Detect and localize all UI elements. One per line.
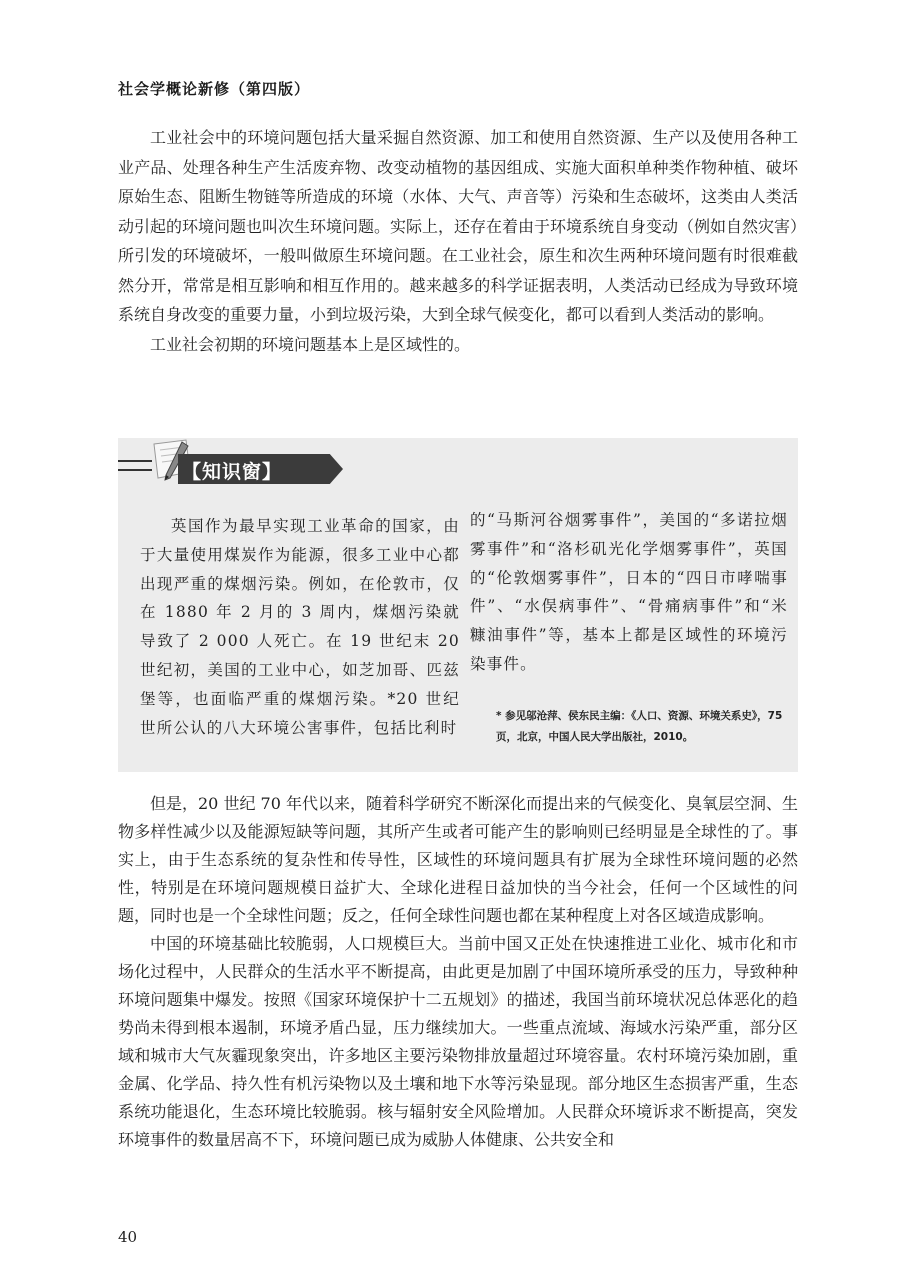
running-header: 社会学概论新修（第四版）	[118, 80, 311, 98]
knowledge-window-right-column	[470, 506, 788, 679]
knowledge-window-header	[118, 438, 798, 500]
knowledge-window	[118, 438, 798, 772]
paragraph: 工业社会初期的环境问题基本上是区域性的。	[150, 334, 471, 354]
knowledge-window-left-column	[140, 512, 460, 742]
page-number: 40	[118, 1228, 138, 1246]
paragraph: 但是，20 世纪 70 年代以来，随着科学研究不断深化而提出来的气候变化、臭氧层空洞、生物多样性减少以及能源短缺等问题，其所产生或者可能产生的影响则已经明显是全球性的了。事实上，由于生态系统的复杂性和传导性，区域性的环境问题具有扩展为全球性环境问题的必然性，特别是在环境问题规模日益扩大、全球化进程日益加快的当今社会，任何一个区域性的问题，同时也是一个全球性问题；反之，任何全球性问题也都在某种程度上对各区域造成影响。	[118, 794, 798, 925]
paragraph: 中国的环境基础比较脆弱，人口规模巨大。当前中国又正处在快速推进工业化、城市化和市场化过程中，人民群众的生活水平不断提高，由此更是加剧了中国环境所承受的压力，导致种种环境问题集中爆发。按照《国家环境保护十二五规划》的描述，我国当前环境状况总体恶化的趋势尚未得到根本遏制，环境矛盾凸显，压力继续加大。一些重点流域、海域水污染严重，部分区域和城市大气灰霾现象突出，许多地区主要污染物排放量超过环境容量。农村环境污染加剧，重金属、化学品、持久性有机污染物以及土壤和地下水等污染显现。部分地区生态损害严重，生态系统功能退化，生态环境比较脆弱。核与辐射安全风险增加。人民群众环境诉求不断提高，突发环境事件的数量居高不下，环境问题已成为威胁人体健康、公共安全和	[118, 934, 798, 1149]
knowledge-window-footnote: * 参见邬沧萍、侯东民主编：《人口、资源、环境关系史》，75 页，北京，中国人民大学出版社，2010。	[496, 710, 783, 743]
knowledge-window-title: 【知识窗】	[182, 461, 283, 483]
knowledge-window-right-text: 的“马斯河谷烟雾事件”，美国的“多诺拉烟雾事件”和“洛杉矶光化学烟雾事件”，英国的“伦敦烟雾事件”，日本的“四日市哮喘事件”、“水俣病事件”、“骨痛病事件”和“米糠油事件”等，基本上都是区域性的环境污染事件。	[470, 511, 788, 673]
body-text-top	[118, 123, 798, 359]
knowledge-window-left-text: 英国作为最早实现工业革命的国家，由于大量使用煤炭作为能源，很多工业中心都出现严重的煤烟污染。例如，在伦敦市，仅在 1880 年 2 月的 3 周内，煤烟污染就导致了 2 000 人死亡。在 19 世纪末 20 世纪初，美国的工业中心，如芝加哥、匹兹堡等，也面临严重的煤烟污染。*20 世纪世所公认的八大环境公害事件，包括比利时	[140, 517, 460, 737]
paragraph: 工业社会中的环境问题包括大量采掘自然资源、加工和使用自然资源、生产以及使用各种工业产品、处理各种生产生活废弃物、改变动植物的基因组成、实施大面积单种类作物种植、破坏原始生态、阻断生物链等所造成的环境（水体、大气、声音等）污染和生态破坏，这类由人类活动引起的环境问题也叫次生环境问题。实际上，还存在着由于环境系统自身变动（例如自然灾害）所引发的环境破坏，一般叫做原生环境问题。在工业社会，原生和次生两种环境问题有时很难截然分开，常常是相互影响和相互作用的。越来越多的科学证据表明，人类活动已经成为导致环境系统自身改变的重要力量，小到垃圾污染，大到全球气候变化，都可以看到人类活动的影响。	[118, 128, 799, 324]
body-text-bottom	[118, 790, 798, 1154]
